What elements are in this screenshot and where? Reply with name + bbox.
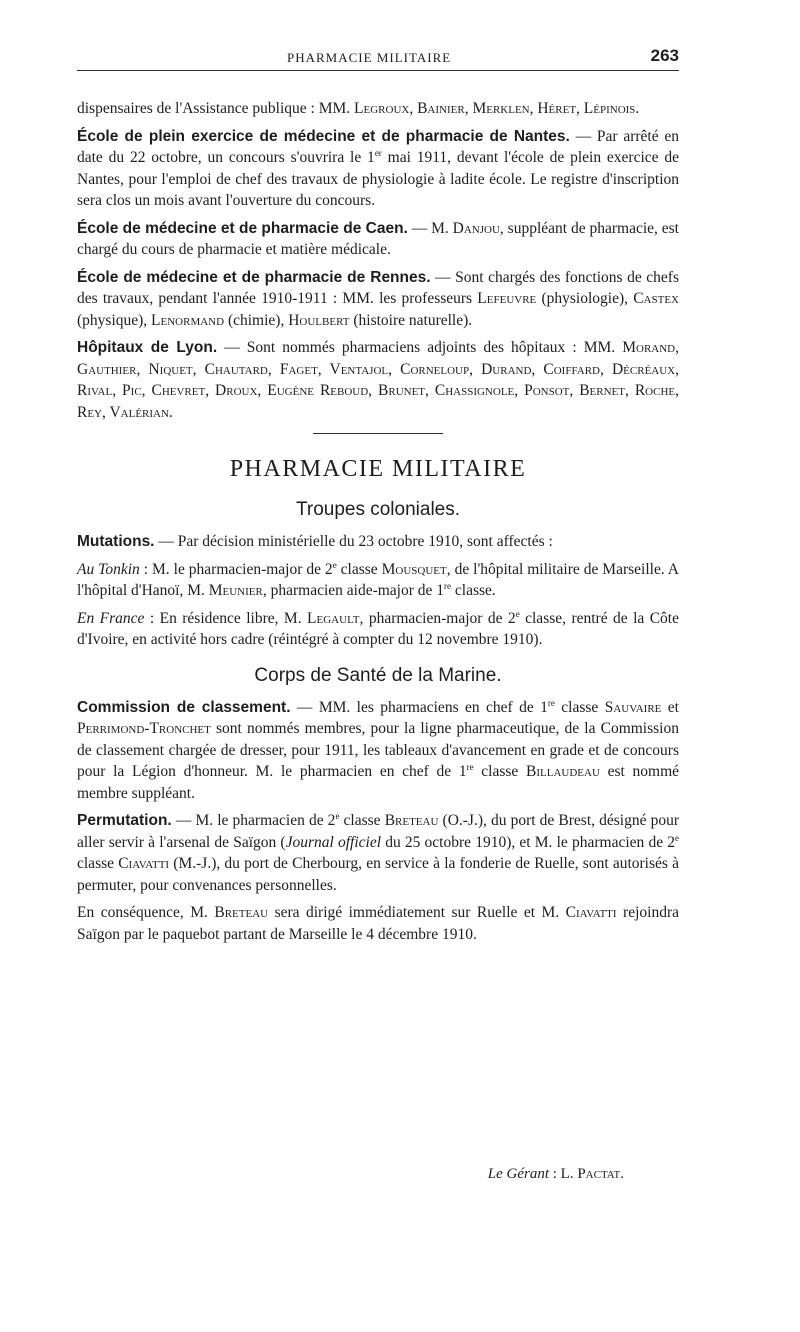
paragraph-commission: Commission de classement. — MM. les pharmaciens en chef de 1re classe Sauvaire et Perrimond-Tronchet sont nommés membres, pour la ligne pharmaceutique, de la Commission de classement chargée de dresser, pour 1911, les tableaux d'avancement en grade et de concours pour la Légion d'honneur. M. le pharmacien en chef de 1re classe Billaudeau est nommé membre suppléant. [77,697,680,802]
signature: Le Gérant : L. Pactat. [487,1166,624,1182]
page-body [77,98,679,951]
running-title: PHARMACIE MILITAIRE [287,50,452,65]
separator-rule [313,433,443,434]
subsection-title-troupes: Troupes coloniales. [295,499,461,520]
paragraph-nantes: École de plein exercice de médecine et de pharmacie de Nantes. — Par arrêté en date du 22 octobre, un concours s'ouvrira le 1er mai 1911, devant l'école de plein exercice de Nantes, pour l'emploi de chef des travaux de physiologie à ladite école. Le registre d'inscription sera clos un mois avant l'ouverture du concours. [77,127,679,209]
heading-nantes: École de plein exercice de médecine et de pharmacie de Nantes. [77,127,570,145]
paragraph-mutations: Mutations. — Par décision ministérielle du 23 octobre 1910, sont affectés : [77,533,553,550]
paragraph-consequence: En conséquence, M. Breteau sera dirigé immédiatement sur Ruelle et M. Ciavatti rejoindra Saïgon par le paquebot partant de Marseille le 4 décembre 1910. [77,904,679,943]
heading-permutation: Permutation. [77,812,172,829]
names-list: Morand, Gauthier, Niquet, Chautard, Faget, Ventajol, Corneloup, Durand, Coiffard, Décréaux, Rival, Pic, Chevret, Droux, Eugène Reboud, Brunet, Chassignole, Ponsot, Bernet, Roche, Rey, Valérian. [77,339,680,421]
subsection-title-marine: Corps de Santé de la Marine. [254,664,502,686]
paragraph-caen: École de médecine et de pharmacie de Caen. — M. Danjou, suppléant de pharmacie, est chargé du cours de pharmacie et matière médicale. [77,219,679,258]
paragraph-rennes: École de médecine et de pharmacie de Rennes. — Sont chargés des fonctions de chefs des travaux, pendant l'année 1910-1911 : MM. les professeurs Lefeuvre (physiologie), Castex (physique), Lenormand (chimie), Houlbert (histoire naturelle). [77,268,679,329]
paragraph-tonkin: Au Tonkin : M. le pharmacien-major de 2e classe Mousquet, de l'hôpital militaire de Marseille. A l'hôpital d'Hanoï, M. Meunier, pharmacien aide-major de 1re classe. [77,559,679,599]
paragraph-permutation: Permutation. — M. le pharmacien de 2e classe Breteau (O.-J.), du port de Brest, désigné pour aller servir à l'arsenal de Saïgon (Journal officiel du 25 octobre 1910), et M. le pharmacien de 2e classe Ciavatti (M.-J.), du port de Cherbourg, en service à la fonderie de Ruelle, sont autorisés à permuter, pour convenances personnelles. [77,810,680,894]
heading-mutations: Mutations. [77,533,155,550]
section-title: PHARMACIE MILITAIRE [229,456,527,482]
heading-commission: Commission de classement. [77,698,291,716]
names-list: Legroux, Bainier, Merklen, Héret, Lépinois. [354,100,640,117]
heading-caen: École de médecine et de pharmacie de Caen. [77,219,408,237]
paragraph-france: En France : En résidence libre, M. Legault, pharmacien-major de 2e classe, rentré de la Côte d'Ivoire, en activité hors cadre (réintégré à compter du 12 novembre 1910). [77,608,679,648]
heading-rennes: École de médecine et de pharmacie de Rennes. [77,268,431,286]
page-number: 263 [650,46,679,65]
paragraph-lyon: Hôpitaux de Lyon. — Sont nommés pharmaciens adjoints des hôpitaux : MM. Morand, Gauthier, Niquet, Chautard, Faget, Ventajol, Corneloup, Durand, Coiffard, Décréaux, Rival, Pic, Chevret, Droux, Eugène Reboud, Brunet, Chassignole, Ponsot, Bernet, Roche, Rey, Valérian. [77,339,680,421]
heading-lyon: Hôpitaux de Lyon. [77,339,218,356]
paragraph-assistance: dispensaires de l'Assistance publique : MM. Legroux, Bainier, Merklen, Héret, Lépinois. [77,100,640,117]
running-header [77,48,679,71]
